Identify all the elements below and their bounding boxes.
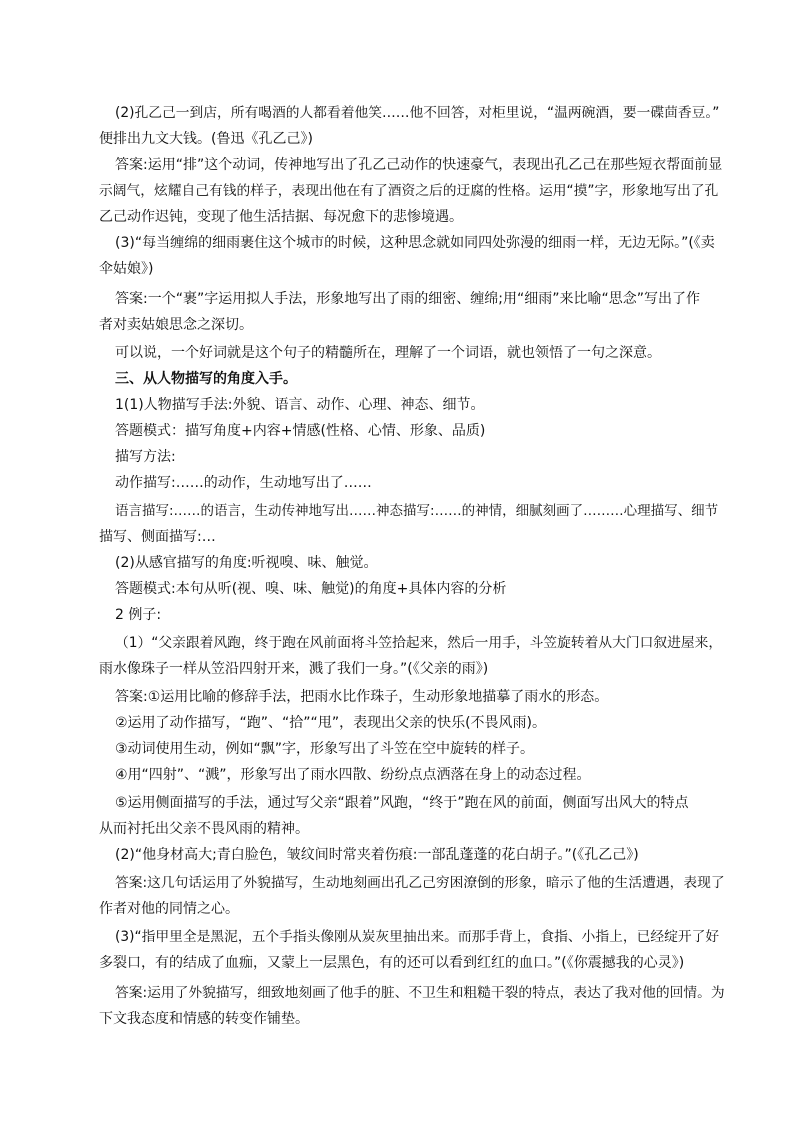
text-line: 作者对他的同情之心。 — [99, 901, 239, 917]
text-line: ⑤运用侧面描写的手法，通过写父亲“跟着”风跑，“终于”跑在风的前面，侧面写出风大的特点 — [115, 795, 689, 811]
text-line: 动作描写:……的动作，生动地写出了…… — [115, 475, 372, 491]
text-line: 雨水像珠子一样从笠沿四射开来，溅了我们一身。”(《父亲的雨》) — [99, 661, 489, 677]
text-line: 可以说，一个好词就是这个句子的精髓所在，理解了一个词语，就也领悟了一句之深意。 — [115, 345, 661, 361]
text-line: 答题模式:本句从听(视、嗅、味、触觉)的角度+具体内容的分析 — [115, 581, 507, 597]
text-line: 答题模式：描写角度+内容+情感(性格、心情、形象、品质) — [115, 423, 486, 439]
text-line: 答案:一个“裹”字运用拟人手法，形象地写出了雨的细密、缠绵;用“细雨”来比喻“思念”写出了作 — [115, 291, 700, 307]
text-line: （1）“父亲跟着风跑，终于跑在风前面将斗笠拾起来，然后一用手，斗笠旋转着从大门口叙进屋来， — [115, 635, 723, 651]
text-line: 示阔气，炫耀自己有钱的样子，表现出他在有了酒资之后的迂腐的性格。运用“摸”字，形象地写出了孔 — [99, 183, 719, 199]
text-line: (3)“每当缠绵的细雨裹住这个城市的时候，这种思念就如同四处弥漫的细雨一样，无边无际。”(《卖 — [115, 235, 715, 251]
text-line: 乙己动作迟钝，变现了他生活拮据、每况愈下的悲惨境遇。 — [99, 209, 463, 225]
text-line: 答案:运用“排”这个动词，传神地写出了孔乙己动作的快速豪气，表现出孔乙己在那些短衣帮面前显 — [115, 157, 723, 173]
text-line: 从而衬托出父亲不畏风雨的精神。 — [99, 821, 309, 837]
text-line: 者对卖姑娘思念之深切。 — [99, 317, 253, 333]
text-line: 语言描写:……的语言，生动传神地写出……神态描写:……的神情，细腻刻画了………心理描写、细节 — [115, 503, 719, 519]
text-line: (2)孔乙己一到店，所有喝酒的人都看着他笑……他不回答，对柜里说，“温两碗酒，要一碟茴香豆。” — [115, 105, 720, 121]
text-line: ④用“四射”、“溅”，形象写出了雨水四散、纷纷点点洒落在身上的动态过程。 — [115, 767, 591, 783]
text-line: (2)“他身材高大;青白脸色，皱纹间时常夹着伤痕:一部乱蓬蓬的花白胡子。”(《孔乙己》) — [115, 847, 639, 863]
text-line: ②运用了动作描写，“跑”、“拾”“甩”，表现出父亲的快乐(不畏风雨)。 — [115, 715, 546, 731]
text-line: 下文我态度和情感的转变作铺垫。 — [99, 1011, 309, 1027]
text-line: 多裂口，有的结成了血痂，又蒙上一层黑色，有的还可以看到红红的血口。”(《你震撼我的心灵》) — [99, 955, 685, 971]
text-line: (2)从感官描写的角度:听视嗅、味、触觉。 — [115, 555, 378, 571]
text-line: 2 例子: — [115, 607, 162, 623]
section-heading: 三、从人物描写的角度入手。 — [115, 371, 297, 387]
text-line: 答案:运用了外貌描写，细致地刻画了他手的脏、不卫生和粗糙干裂的特点，表达了我对他的回情。为 — [115, 985, 725, 1001]
text-line: 答案:①运用比喻的修辞手法，把雨水比作珠子，生动形象地描摹了雨水的形态。 — [115, 689, 609, 705]
text-line: 描写方法: — [115, 449, 176, 465]
text-line: 1(1)人物描写手法:外貌、语言、动作、心理、神态、细节。 — [115, 397, 485, 413]
text-line: 答案:这几句话运用了外貌描写，生动地刻画出孔乙己穷困潦倒的形象，暗示了他的生活遭遇，表现了 — [115, 875, 725, 891]
text-line: 描写、侧面描写:… — [99, 529, 216, 545]
text-line: 伞姑娘》) — [99, 261, 154, 277]
text-line: (3)“指甲里全是黑泥，五个手指头像刚从炭灰里抽出来。而那手背上，食指、小指上，已经绽开了好 — [115, 929, 720, 945]
text-line: 便排出九文大钱。(鲁迅《孔乙己》) — [99, 131, 313, 147]
text-line: ③动词使用生动，例如“飘”字，形象写出了斗笠在空中旋转的样子。 — [115, 741, 535, 757]
